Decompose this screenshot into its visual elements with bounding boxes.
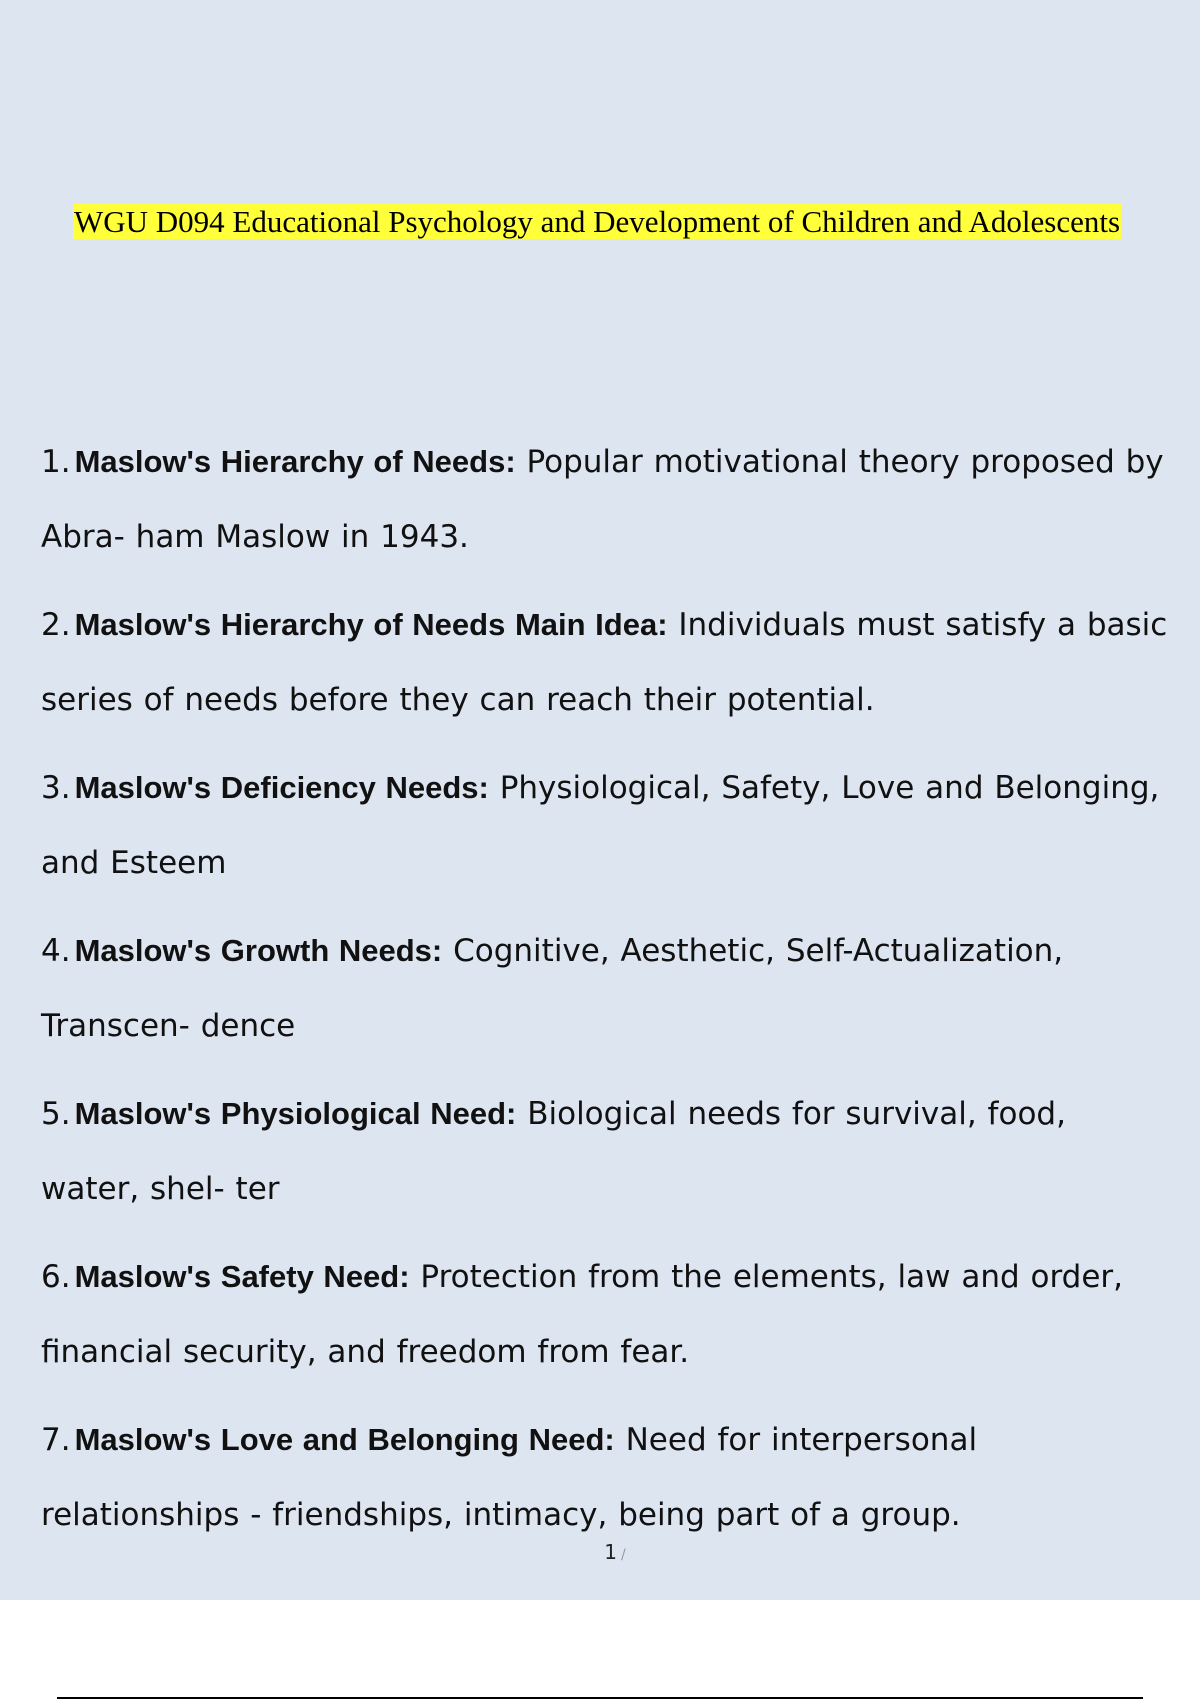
list-item: [41, 750, 1171, 913]
item-term: Maslow's Hierarchy of Needs Main Idea:: [74, 607, 668, 642]
item-number: 4.: [41, 933, 71, 969]
item-term: Maslow's Physiological Need:: [74, 1096, 517, 1131]
list-item: [41, 913, 1171, 1076]
page-number-value: 1: [604, 1540, 617, 1564]
item-definition: Individuals must satisfy a basic series of needs before they can reach their potential.: [41, 607, 1168, 718]
item-definition: Popular motivational theory proposed by Abra- ham Maslow in 1943.: [41, 444, 1164, 555]
item-term: Maslow's Growth Needs:: [74, 933, 443, 968]
item-number: 2.: [41, 607, 71, 643]
footer-divider: [57, 1697, 1143, 1699]
item-definition: Biological needs for survival, food, water, shel- ter: [41, 1096, 1066, 1207]
item-number: 6.: [41, 1259, 71, 1295]
item-number: 1.: [41, 444, 71, 480]
item-definition: Need for interpersonal relationships - friendships, intimacy, being part of a group.: [41, 1422, 978, 1533]
flashcard-list: [41, 424, 1171, 1565]
item-number: 5.: [41, 1096, 71, 1132]
item-term: Maslow's Safety Need:: [74, 1259, 410, 1294]
list-item: [41, 1076, 1171, 1239]
page-number-separator: /: [621, 1547, 626, 1563]
item-term: Maslow's Hierarchy of Needs:: [74, 444, 516, 479]
list-item: [41, 424, 1171, 587]
item-number: 3.: [41, 770, 71, 806]
list-item: [41, 1239, 1171, 1402]
item-definition: Cognitive, Aesthetic, Self-Actualization, Transcen- dence: [41, 933, 1064, 1044]
item-definition: Physiological, Safety, Love and Belonging, and Esteem: [41, 770, 1160, 881]
item-number: 7.: [41, 1422, 71, 1458]
list-item: [41, 587, 1171, 750]
item-definition: Protection from the elements, law and order, financial security, and freedom from fear.: [41, 1259, 1124, 1370]
page-number: [0, 1540, 1200, 1564]
title-highlight: WGU D094 Educational Psychology and Development of Children and Adolescents: [74, 204, 1121, 239]
item-term: Maslow's Deficiency Needs:: [74, 770, 489, 805]
item-term: Maslow's Love and Belonging Need:: [74, 1422, 615, 1457]
document-title: [73, 203, 1121, 241]
